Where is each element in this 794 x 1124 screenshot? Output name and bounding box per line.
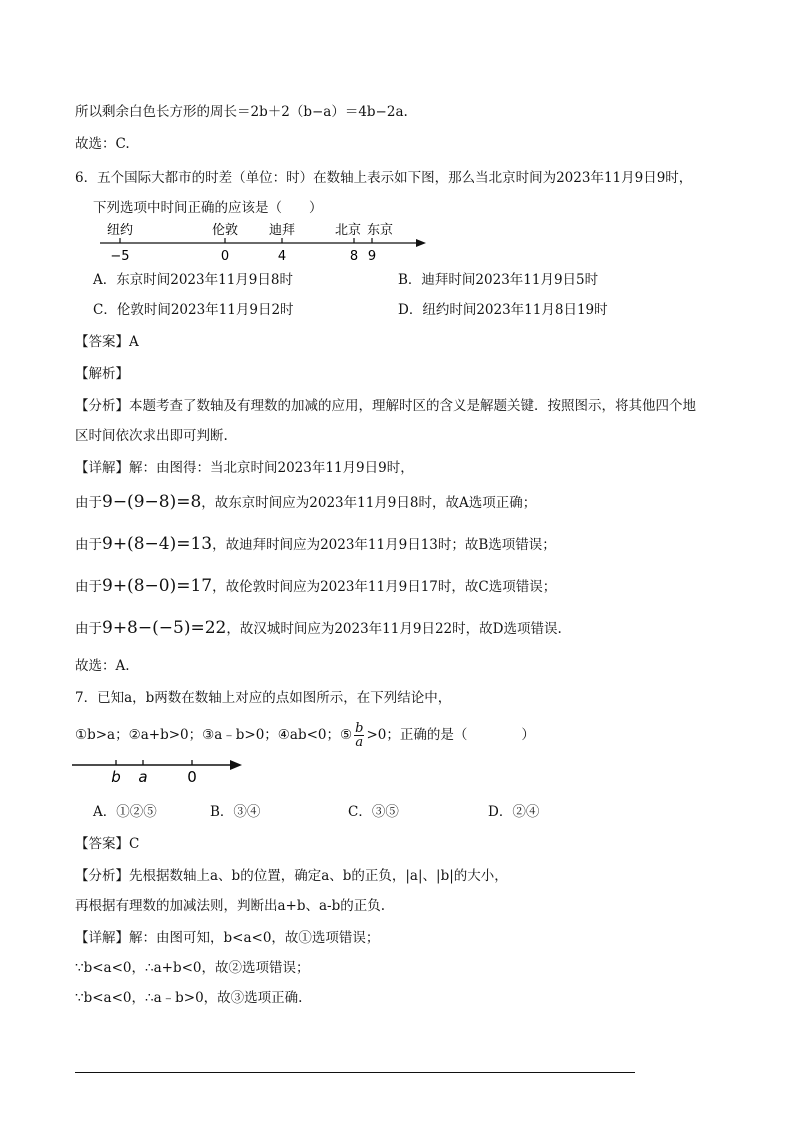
q6-step-1: 由于9−(9−8)=8，故东京时间应为2023年11月9日8时，故A选项正确； bbox=[75, 492, 537, 512]
q7-detail-line2: ∵b<a<0，∴a+b<0，故②选项错误； bbox=[75, 960, 310, 976]
q6-analysis-line1: 【分析】本题考查了数轴及有理数的加减的应用，理解时区的含义是解题关键．按照图示，将其他四个地 bbox=[75, 398, 696, 414]
q7-stem-line1: 7．已知a，b两数在数轴上对应的点如图所示，在下列结论中， bbox=[75, 690, 452, 706]
tick-4: 4 bbox=[277, 249, 287, 264]
label-a: a bbox=[138, 768, 148, 786]
q6-answer: 【答案】A bbox=[75, 334, 139, 350]
perimeter-line: 所以剩余白色长方形的周长＝2b＋2（b−a）＝4b−2a. bbox=[75, 104, 408, 120]
q6-stem-line2: 下列选项中时间正确的应该是（ ） bbox=[93, 200, 323, 216]
q6-step-2: 由于9+(8−4)=13，故迪拜时间应为2023年11月9日13时；故B选项错误； bbox=[75, 534, 556, 554]
q7-detail-line1: 【详解】解：由图可知，b<a<0，故①选项错误； bbox=[75, 930, 380, 946]
q6-jiexi-label: 【解析】 bbox=[75, 366, 129, 382]
answer-pick-c: 故选：C. bbox=[75, 136, 130, 152]
q7-detail-line3: ∵b<a<0，∴a﹣b>0，故③选项正确. bbox=[75, 990, 303, 1006]
city-dubai: 迪拜 bbox=[268, 223, 296, 238]
label-0: 0 bbox=[187, 768, 197, 786]
q6-option-d: D．纽约时间2023年11月8日19时 bbox=[398, 302, 608, 318]
q6-detail-intro: 【详解】解：由图得：当北京时间2023年11月9日9时， bbox=[75, 460, 414, 476]
q6-step-1-expr: 9−(9−8)=8 bbox=[102, 492, 202, 512]
city-tokyo: 东京 bbox=[366, 223, 394, 238]
q6-step-3-expr: 9+(8−0)=17 bbox=[102, 576, 213, 596]
tick-9: 9 bbox=[367, 249, 377, 264]
q6-option-a: A．东京时间2023年11月9日8时 bbox=[93, 272, 293, 288]
q7-option-d: D．②④ bbox=[488, 804, 540, 820]
q6-step-3: 由于9+(8−0)=17，故伦敦时间应为2023年11月9日17时，故C选项错误； bbox=[75, 576, 557, 596]
q7-fraction: $\frac{b}{a}$ bbox=[355, 721, 364, 750]
tick-minus5: −5 bbox=[110, 249, 130, 264]
q6-step-4-expr: 9+8−(−5)=22 bbox=[102, 618, 227, 638]
q6-number-line bbox=[90, 218, 430, 264]
q7-analysis-line2: 再根据有理数的加减法则，判断出a+b、a-b的正负. bbox=[75, 898, 386, 914]
q7-analysis-line1: 【分析】先根据数轴上a、b的位置，确定a、b的正负，|a|、|b|的大小， bbox=[75, 868, 508, 884]
q6-stem-line1: 6．五个国际大都市的时差（单位：时）在数轴上表示如下图，那么当北京时间为2023年11月9日9时， bbox=[75, 170, 693, 186]
q6-option-c: C．伦敦时间2023年11月9日2时 bbox=[93, 302, 294, 318]
q6-step-4: 由于9+8−(−5)=22，故汉城时间应为2023年11月9日22时，故D选项错误. bbox=[75, 618, 562, 638]
q7-option-b: B．③④ bbox=[210, 804, 261, 820]
footer-divider bbox=[75, 1072, 635, 1073]
q6-analysis-line2: 区时间依次求出即可判断. bbox=[75, 428, 228, 444]
city-london: 伦敦 bbox=[211, 223, 239, 238]
q7-answer: 【答案】C bbox=[75, 836, 140, 852]
q7-number-line bbox=[70, 756, 250, 786]
tick-0: 0 bbox=[220, 249, 230, 264]
q7-option-c: C．③⑤ bbox=[348, 804, 399, 820]
q7-conditions: ①b>a；②a+b>0；③a﹣b>0；④ab<0；⑤ $\frac{b}{a}$ >0；正确的是（ ） bbox=[75, 721, 535, 750]
label-b: b bbox=[111, 768, 121, 786]
q6-step-2-expr: 9+(8−4)=13 bbox=[102, 534, 213, 554]
city-newyork: 纽约 bbox=[106, 223, 134, 238]
q7-option-a: A．①②⑤ bbox=[93, 804, 157, 820]
q6-option-b: B．迪拜时间2023年11月9日5时 bbox=[398, 272, 599, 288]
city-beijing: 北京 bbox=[334, 223, 362, 238]
q6-pick: 故选：A. bbox=[75, 658, 130, 674]
tick-8: 8 bbox=[349, 249, 359, 264]
